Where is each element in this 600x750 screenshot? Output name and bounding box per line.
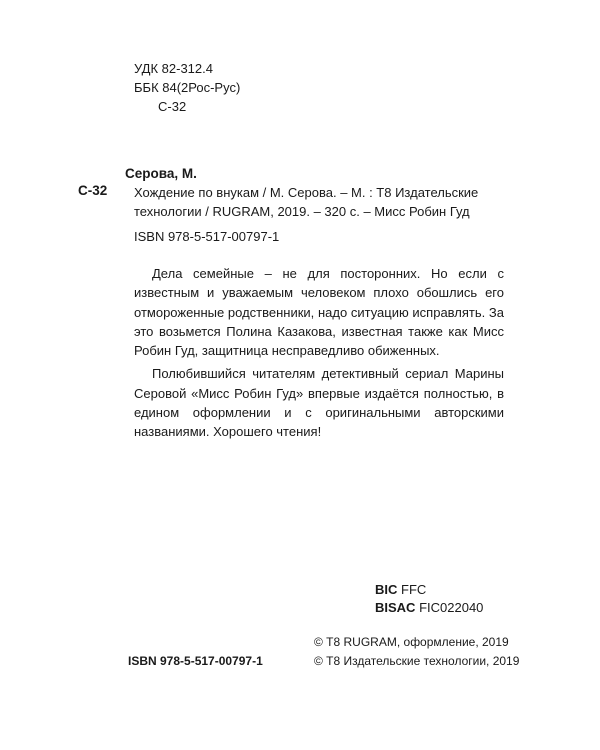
copyright-design: © Т8 RUGRAM, оформление, 2019 <box>314 635 509 649</box>
annotation-paragraph: Полюбившийся читателям детективный сериал Марины Серовой «Мисс Робин Гуд» впервые издаётся полностью, в едином оформлении и с оригинальными авторскими названиями. Хорошего чтения! <box>134 366 504 440</box>
bbk-code: ББК 84(2Рос-Рус) <box>134 80 241 95</box>
bisac-line <box>375 600 483 615</box>
annotation <box>134 264 504 442</box>
bisac-value: FIC022040 <box>419 600 484 615</box>
bibliographic-description: Хождение по внукам / М. Серова. – М. : Т8 Издательские технологии / RUGRAM, 2019. – 320 с. – Мисс Робин Гуд <box>134 185 479 219</box>
record-code: С-32 <box>78 183 108 198</box>
author-mark: С-32 <box>158 99 187 114</box>
annotation-paragraph: Дела семейные – не для посторонних. Но если с известным и уважаемым человеком плохо обошлись его отмороженные родственники, надо ситуацию исправлять. За это возьмется Полина Казакова, известная также как Мисс Робин Гуд, защитница несправедливо обиженных. <box>134 266 504 359</box>
bisac-label: BISAC <box>375 600 416 615</box>
author-name: Серова, М. <box>125 166 197 181</box>
bic-value: FFC <box>401 582 427 597</box>
isbn-footer: ISBN 978-5-517-00797-1 <box>128 654 263 668</box>
udk-code: УДК 82-312.4 <box>134 61 213 76</box>
isbn-record: ISBN 978-5-517-00797-1 <box>134 229 280 244</box>
bic-line <box>375 582 426 597</box>
bic-label: BIC <box>375 582 398 597</box>
copyright-publisher: © Т8 Издательские технологии, 2019 <box>314 654 520 668</box>
